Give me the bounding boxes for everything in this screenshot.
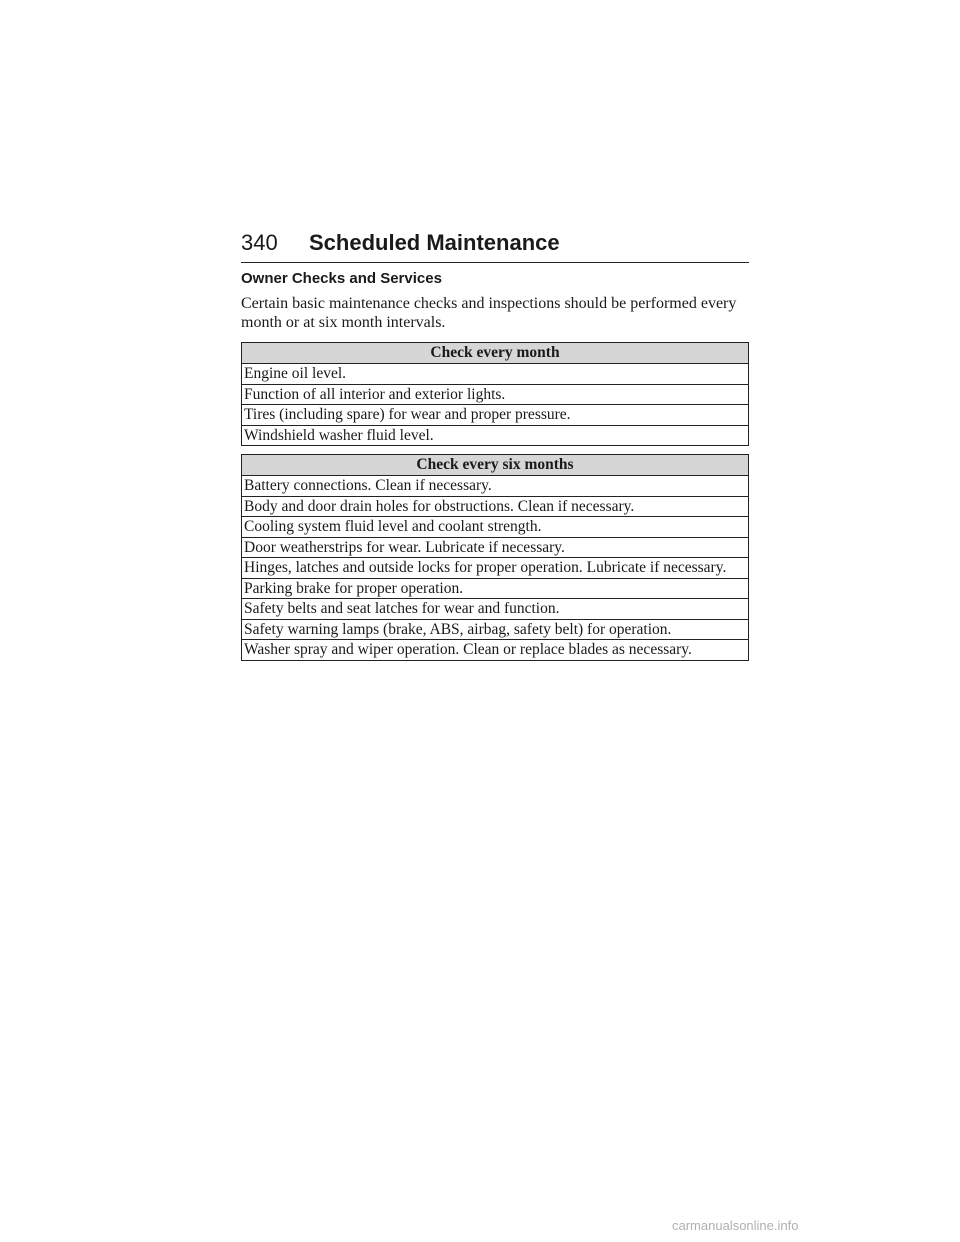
table-row — [242, 578, 749, 599]
table-header: Check every six months — [242, 455, 749, 476]
table-cell: Function of all interior and exterior lights. — [242, 384, 749, 405]
table-row — [242, 558, 749, 579]
intro-paragraph: Certain basic maintenance checks and inspections should be performed every month or at six month intervals. — [241, 295, 737, 331]
table-cell: Tires (including spare) for wear and proper pressure. — [242, 405, 749, 426]
table-cell: Battery connections. Clean if necessary. — [242, 476, 749, 497]
table-cell: Safety belts and seat latches for wear and function. — [242, 599, 749, 620]
six-month-checks-table — [241, 454, 749, 661]
table-row — [242, 384, 749, 405]
table-header-row — [242, 455, 749, 476]
table-cell: Door weatherstrips for wear. Lubricate if necessary. — [242, 537, 749, 558]
table-row — [242, 599, 749, 620]
table-row — [242, 425, 749, 446]
monthly-checks-table — [241, 342, 749, 446]
table-row — [242, 619, 749, 640]
table-row — [242, 364, 749, 385]
table-cell: Cooling system fluid level and coolant strength. — [242, 517, 749, 538]
table-cell: Engine oil level. — [242, 364, 749, 385]
table-row — [242, 496, 749, 517]
table-cell: Safety warning lamps (brake, ABS, airbag, safety belt) for operation. — [242, 619, 749, 640]
table-cell: Body and door drain holes for obstructions. Clean if necessary. — [242, 496, 749, 517]
table-cell: Parking brake for proper operation. — [242, 578, 749, 599]
table-row — [242, 476, 749, 497]
table-row — [242, 517, 749, 538]
main-content — [241, 270, 749, 669]
table-cell: Hinges, latches and outside locks for proper operation. Lubricate if necessary. — [242, 558, 749, 579]
table-cell: Windshield washer fluid level. — [242, 425, 749, 446]
section-title: Scheduled Maintenance — [309, 230, 560, 255]
page-number: 340 — [241, 230, 278, 255]
table-header-row — [242, 343, 749, 364]
table-row — [242, 405, 749, 426]
subheading: Owner Checks and Services — [241, 270, 442, 287]
table-row — [242, 640, 749, 661]
table-row — [242, 537, 749, 558]
page-header — [241, 228, 749, 263]
table-cell: Washer spray and wiper operation. Clean or replace blades as necessary. — [242, 640, 749, 661]
table-header: Check every month — [242, 343, 749, 364]
watermark: carmanualsonline.info — [672, 1218, 799, 1233]
